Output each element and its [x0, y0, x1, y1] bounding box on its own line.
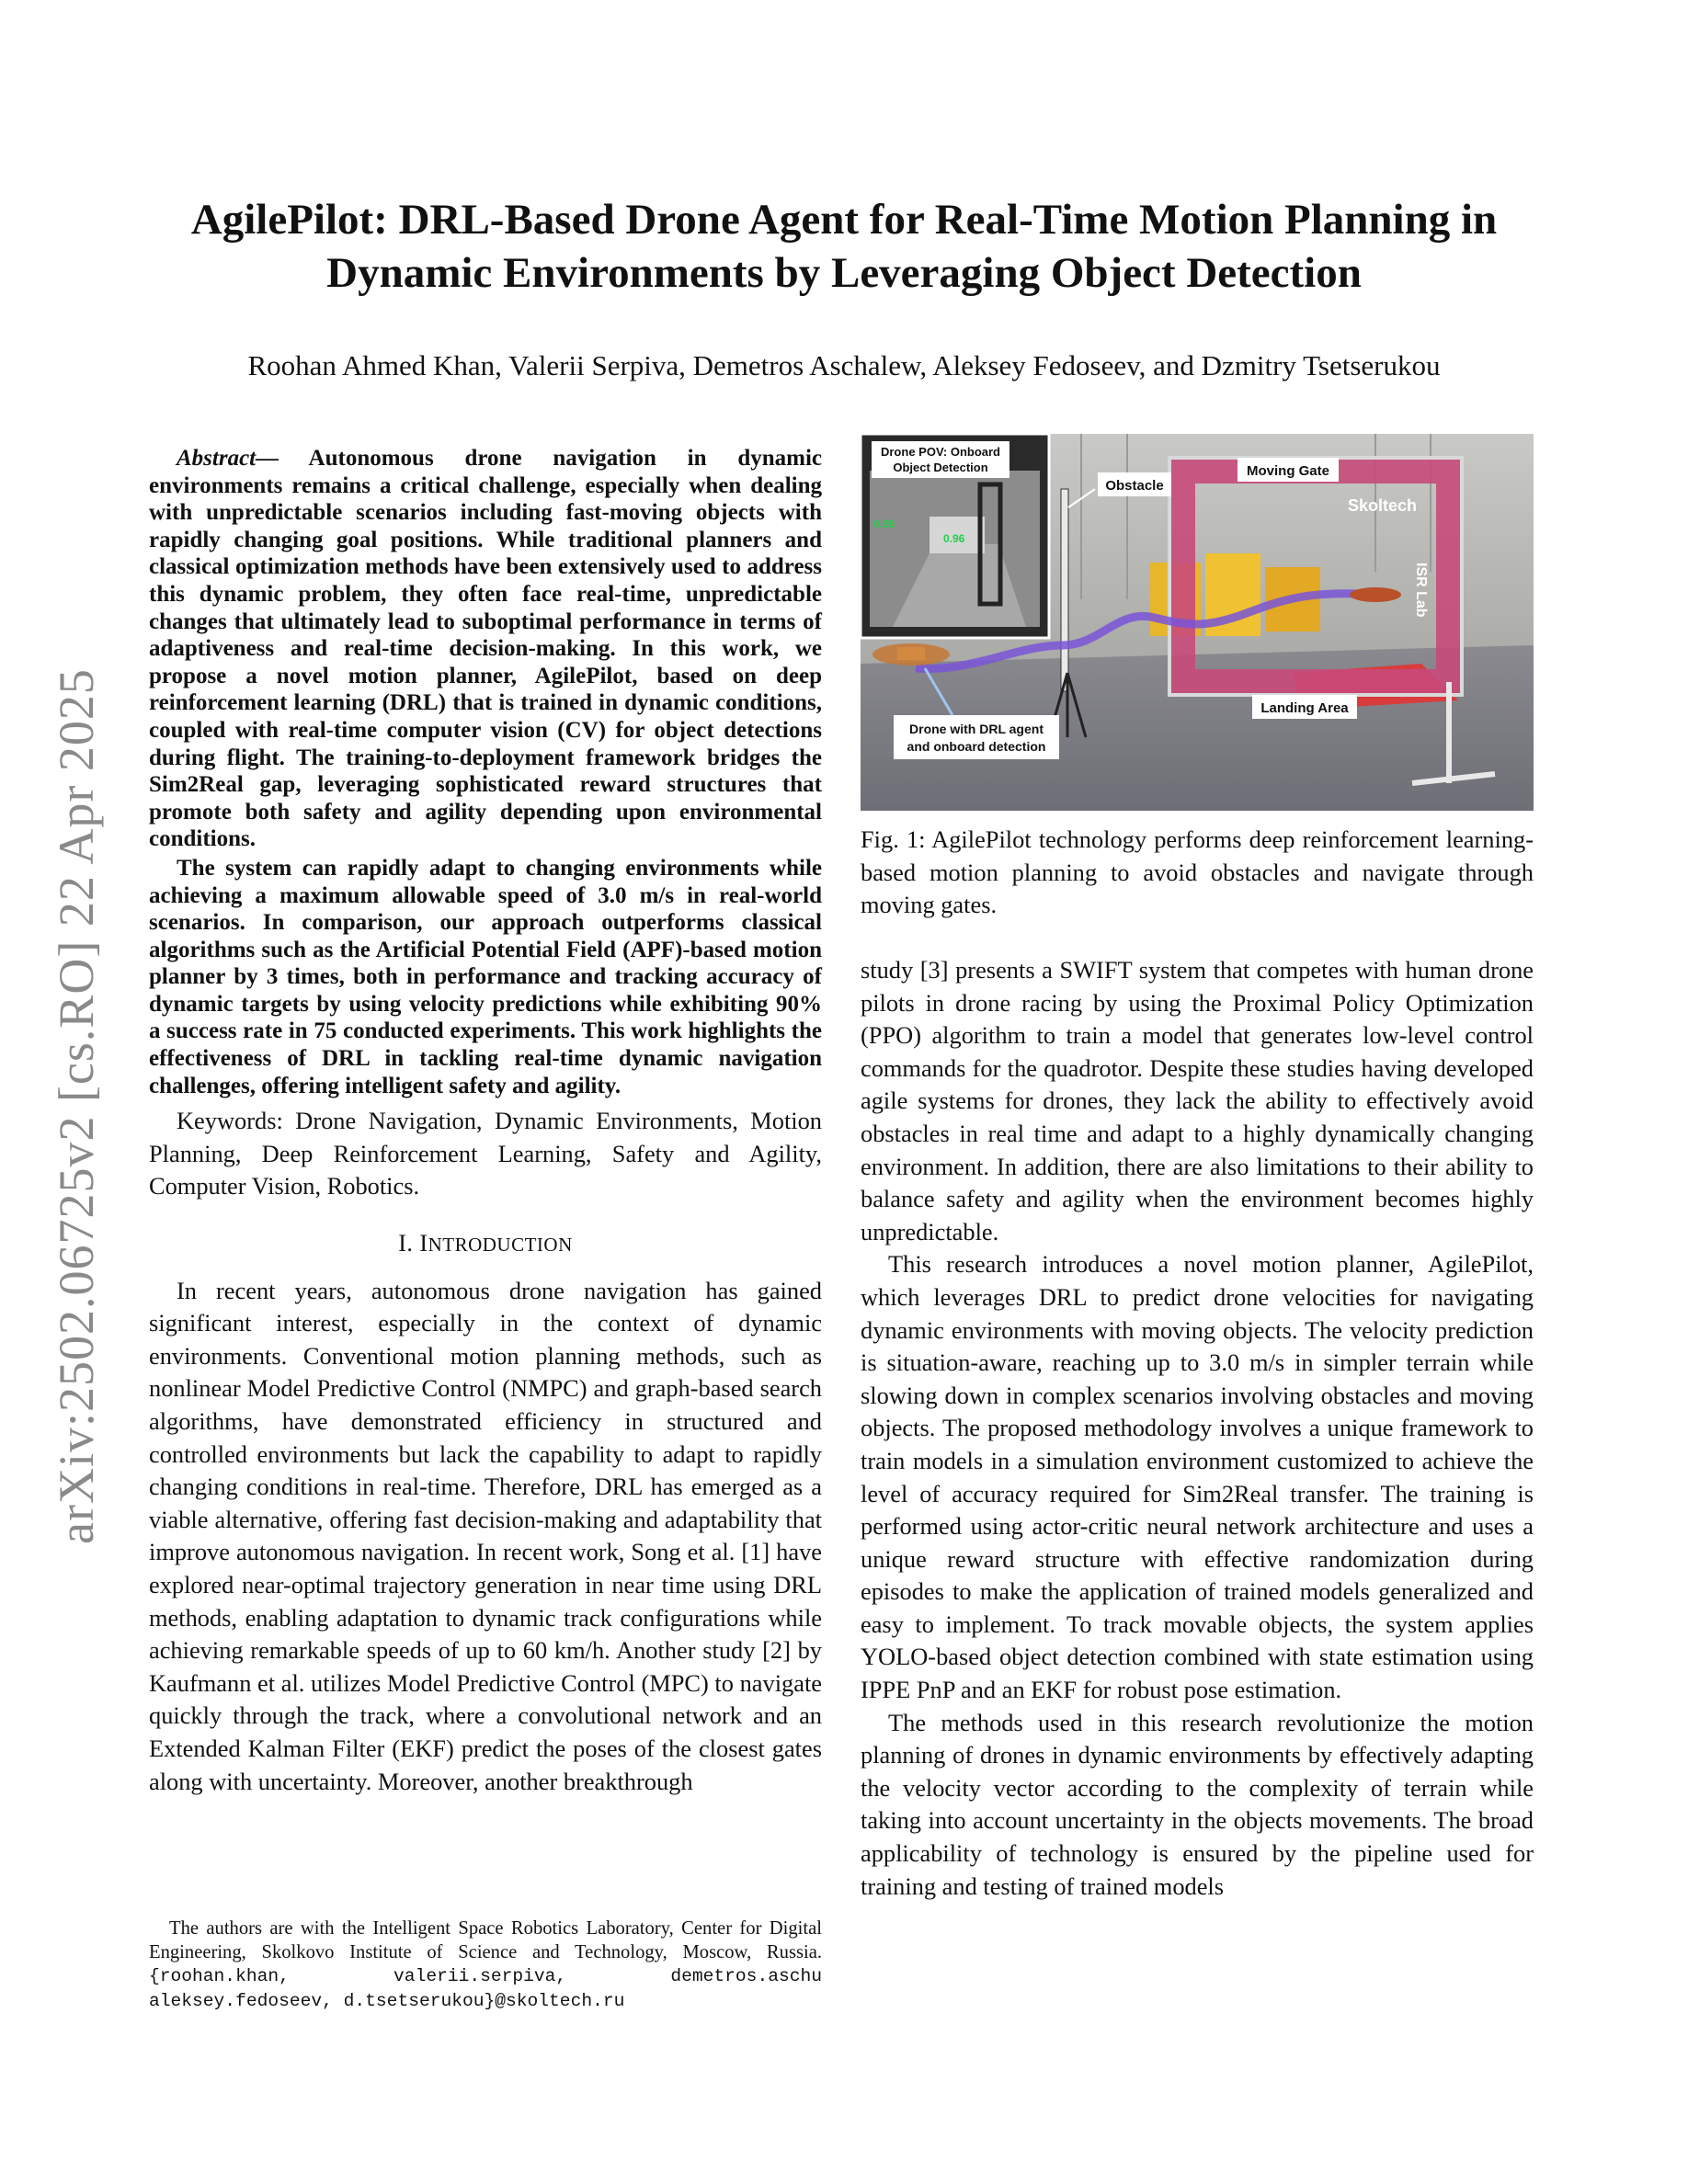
lab-scene-illustration — [861, 434, 1534, 811]
figure-1-caption: Fig. 1: AgilePilot technology performs deep reinforcement learning-based motion planning to avoid obstacles and navigate through moving gates. — [861, 825, 1534, 919]
gate-side-text: ISR Lab — [1413, 563, 1429, 618]
left-column — [149, 445, 822, 1798]
right-paragraph-1: study [3] presents a SWIFT system that competes with human drone pilots in drone racing by using the Proximal Policy Optimization (PPO) algorithm to train a model that generates low-level control commands for the quadrotor. Despite these studies having developed agile systems for drones, they lack the ability to effectively avoid obstacles in real time and adapt to a highly dynamically changing environment. In addition, there are also limitations to their ability to balance safety and agility when the environment becomes highly unpredictable. — [861, 956, 1534, 1246]
detection-score-1: 0.96 — [873, 518, 895, 530]
author-list: Roohan Ahmed Khan, Valerii Serpiva, Demetros Aschalew, Aleksey Fedoseev, and Dzmitry Tsetserukou — [247, 349, 1441, 381]
figure-1-photo — [861, 434, 1534, 811]
right-column — [861, 954, 1534, 1903]
section-heading-introduction — [149, 1227, 822, 1262]
pov-inset — [861, 434, 1049, 638]
label-pov-line-2: Object Detection — [893, 461, 988, 474]
footnote-emails: {roohan.khan, valerii.serpiva, demetros.aschu aleksey.fedoseev, d.tsetserukou}@skoltech.ru — [149, 1966, 822, 2011]
label-obstacle: Obstacle — [1105, 478, 1164, 494]
paper-title: AgilePilot: DRL-Based Drone Agent for Real-Time Motion Planning in Dynamic Environments by Leveraging Object Detection — [190, 196, 1498, 297]
drone-at-gate — [1350, 587, 1401, 602]
right-paragraph-3: The methods used in this research revolutionize the motion planning of drones in dynamic environments by effectively adapting the velocity vector according to the complexity of terrain while taking into account uncertainty in the objects movements. The broad applicability of technology is ensured by the pipeline used for training and testing of trained models — [861, 1708, 1534, 1900]
section-first-letter: I — [419, 1230, 428, 1257]
detection-score-2: 0.96 — [943, 532, 965, 545]
label-drone-line-2: and onboard detection — [907, 739, 1046, 754]
right-paragraph-2: This research introduces a novel motion planner, AgilePilot, which leverages DRL to predict drone velocities for navigating dynamic environments with moving objects. The velocity prediction is situation-aware, reaching up to 3.0 m/s in simpler terrain while slowing down in complex scenarios involving obstacles and moving objects. The proposed methodology involves a unique framework to train models in a simulation environment customized to achieve the level of accuracy required for Sim2Real transfer. The training is performed using actor-critic neural network architecture and uses a unique reward structure with effective randomization during episodes to make the application of trained models generalized and easy to implement. To track movable objects, the system applies YOLO-based object detection combined with state estimation using IPPE PnP and an EKF for robust pose estimation. — [861, 1250, 1534, 1704]
affiliation-footnote — [149, 1917, 822, 2013]
label-moving-gate: Moving Gate — [1246, 463, 1330, 479]
obstacle-pole — [1061, 489, 1068, 691]
label-drone-line-1: Drone with DRL agent — [909, 722, 1044, 736]
label-pov-line-1: Drone POV: Onboard — [880, 445, 1001, 459]
keywords: Keywords: Drone Navigation, Dynamic Environments, Motion Planning, Deep Reinforcement Learning, Safety and Agility, Computer Vision, Robotics. — [149, 1107, 822, 1200]
abstract-text-1: Autonomous drone navigation in dynamic environments remains a critical challenge, especially when dealing with unpredictable scenarios including fast-moving objects with rapidly changing goal positions. While traditional planners and classical optimization methods have been extensively used to address this dynamic problem, they often face real-time, unpredictable changes that ultimately lead to suboptimal performance in terms of adaptiveness and real-time decision-making. In this work, we propose a novel motion planner, AgilePilot, based on deep reinforcement learning (DRL) that is trained in dynamic conditions, coupled with real-time computer vision (CV) for object detections during flight. The training-to-deployment framework bridges the Sim2Real gap, leveraging sophisticated reward structures that promote both safety and agility depending upon environmental conditions. — [149, 446, 822, 852]
footnote-text: The authors are with the Intelligent Space Robotics Laboratory, Center for Digital Engineering, Skolkovo Institute of Science and Technology, Moscow, Russia. — [149, 1918, 822, 1962]
abstract-paragraph-1: Abstract— Autonomous drone navigation in dynamic environments remains a critical challenge, especially when dealing with unpredictable scenarios including fast-moving objects with rapidly changing goal positions. While traditional planners and classical optimization methods have been extensively used to address this dynamic problem, they often face real-time, unpredictable changes that ultimately lead to suboptimal performance in terms of adaptiveness and real-time decision-making. In this work, we propose a novel motion planner, AgilePilot, based on deep reinforcement learning (DRL) that is trained in dynamic conditions, coupled with real-time computer vision (CV) for object detections during flight. The training-to-deployment framework bridges the Sim2Real gap, leveraging sophisticated reward structures that promote both safety and agility depending upon environmental conditions. — [149, 446, 822, 852]
gate-brand-text: Skoltech — [1348, 496, 1418, 515]
arxiv-identifier: arXiv:2502.06725v2 [cs.RO] 22 Apr 2025 — [49, 668, 104, 1544]
section-title-rest: NTRODUCTION — [428, 1234, 573, 1257]
introduction-paragraph-1: In recent years, autonomous drone navigation has gained significant interest, especially in the context of dynamic environments. Conventional motion planning methods, such as nonlinear Model Predictive Control (NMPC) and graph-based search algorithms, have demonstrated efficiency in structured and controlled environments but lack the capability to adapt to rapidly changing conditions in real-time. Therefore, DRL has emerged as a viable alternative, offering fast decision-making and adaptability that improve autonomous navigation. In recent work, Song et al. [1] have explored near-optimal trajectory generation in near time using DRL methods, enabling adaptation to dynamic track configurations while achieving remarkable speeds of up to 60 km/h. Another study [2] by Kaufmann et al. utilizes Model Predictive Control (MPC) to navigate quickly through the track, where a convolutional network and an Extended Kalman Filter (EKF) predict the poses of the closest gates along with uncertainty. Moreover, another breakthrough — [149, 1276, 822, 1795]
abstract-label: Abstract — [177, 446, 257, 471]
drone-start — [873, 643, 950, 665]
label-landing-area: Landing Area — [1260, 700, 1349, 716]
section-number: I. — [398, 1230, 414, 1257]
abstract-paragraph-2: The system can rapidly adapt to changing environments while achieving a maximum allowable speed of 3.0 m/s in real-world scenarios. In comparison, our approach outperforms classical algorithms such as the Artificial Potential Field (APF)-based motion planner by 3 times, both in performance and tracking accuracy of dynamic targets by using velocity predictions while exhibiting 90% a success rate in 75 conducted experiments. This work highlights the effectiveness of DRL in tackling real-time dynamic navigation challenges, offering intelligent safety and agility. — [149, 855, 822, 1098]
